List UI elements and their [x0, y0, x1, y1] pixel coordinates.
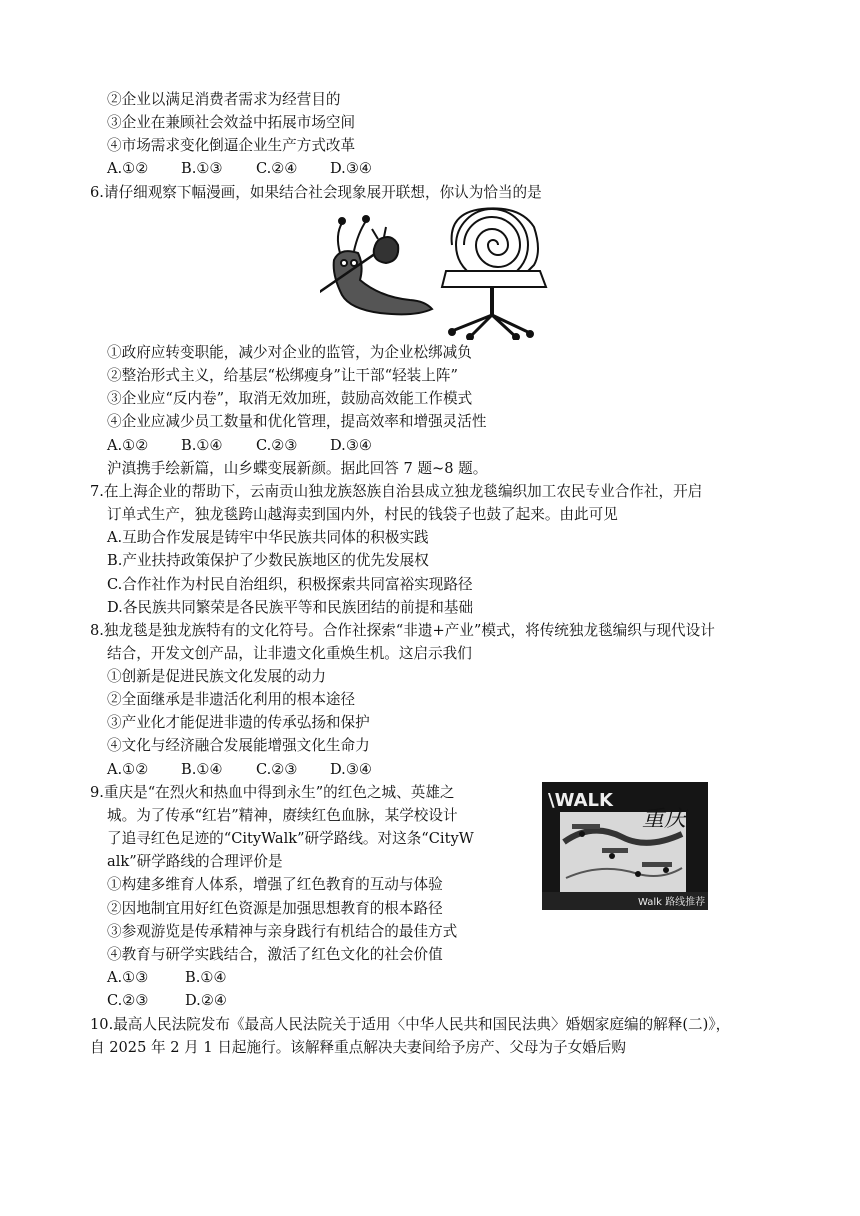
q7-stem-line1: 7.在上海企业的帮助下，云南贡山独龙族怒族自治县成立独龙毯编织加工农民专业合作社，开启	[90, 483, 703, 500]
q7-option-b: B.产业扶持政策保护了少数民族地区的优先发展权	[107, 552, 429, 569]
q8-option-1: ①创新是促进民族文化发展的动力	[107, 668, 326, 685]
choice-b: B.①④	[181, 437, 223, 454]
map-footer: Walk 路线推荐	[638, 897, 706, 908]
q9-option-1: ①构建多维育人体系，增强了红色教育的互动与体验	[107, 876, 443, 893]
q7-option-a: A.互助合作发展是铸牢中华民族共同体的积极实践	[107, 529, 429, 546]
q9-option-2: ②因地制宜用好红色资源是加强思想教育的根本路径	[107, 900, 443, 917]
q8-choices	[107, 760, 372, 780]
q5-option-3: ③企业在兼顾社会效益中拓展市场空间	[107, 114, 356, 131]
q9-option-3: ③参观游览是传承精神与亲身践行有机结合的最佳方式	[107, 923, 458, 940]
choice-a: A.①②	[107, 437, 149, 454]
choice-c: C.②③	[107, 992, 149, 1009]
q6-option-3: ③企业应“反内卷”，取消无效加班，鼓励高效能工作模式	[107, 390, 473, 407]
q8-stem-line1: 8.独龙毯是独龙族特有的文化符号。合作社探索“非遗+产业”模式，将传统独龙毯编织与现代设计	[90, 622, 715, 639]
svg-text:\WALK: \WALK	[548, 790, 613, 811]
q9-choices-row1	[107, 968, 227, 988]
map-title: 重庆	[642, 807, 687, 832]
choice-b: B.①③	[181, 160, 223, 177]
q8-option-2: ②全面继承是非遗活化利用的根本途径	[107, 691, 356, 708]
snail-cartoon	[320, 205, 560, 340]
q6-choices	[107, 436, 372, 456]
q9-choices-row2	[107, 991, 227, 1011]
q7-stem-line2: 订单式生产，独龙毯跨山越海卖到国内外，村民的钱袋子也鼓了起来。由此可见	[107, 506, 618, 523]
q10-stem-line1: 10.最高人民法院发布《最高人民法院关于适用〈中华人民共和国民法典〉婚姻家庭编的解释(二)》，	[90, 1016, 731, 1033]
citywalk-map-image	[542, 782, 708, 910]
choice-a: A.①③	[107, 969, 149, 986]
choice-d: D.③④	[330, 437, 372, 454]
q6-option-1: ①政府应转变职能，减少对企业的监管，为企业松绑减负	[107, 344, 472, 361]
choice-a: A.①②	[107, 160, 149, 177]
q6-option-4: ④企业应减少员工数量和优化管理，提高效率和增强灵活性	[107, 413, 487, 430]
choice-d: D.③④	[330, 761, 372, 778]
q8-option-4: ④文化与经济融合发展能增强文化生命力	[107, 737, 370, 754]
cartoon-drawing	[320, 205, 560, 340]
q9-stem-line2: 城。为了传承“红岩”精神，赓续红色血脉，某学校设计	[107, 807, 458, 824]
choice-b: B.①④	[181, 761, 223, 778]
q7-option-c: C.合作社作为村民自治组织，积极探索共同富裕实现路径	[107, 576, 473, 593]
q7-option-d: D.各民族共同繁荣是各民族平等和民族团结的前提和基础	[107, 599, 474, 616]
choice-c: C.②③	[256, 437, 298, 454]
q8-option-3: ③产业化才能促进非遗的传承弘扬和保护	[107, 714, 370, 731]
q9-stem-line3: 了追寻红色足迹的“CityWalk”研学路线。对这条“CityW	[107, 830, 474, 847]
choice-b: B.①④	[185, 969, 227, 986]
choice-d: D.②④	[185, 992, 227, 1009]
q10-stem-line2: 自 2025 年 2 月 1 日起施行。该解释重点解决夫妻间给予房产、父母为子女婚后购	[90, 1039, 626, 1056]
choice-c: C.②④	[256, 160, 298, 177]
q8-stem-line2: 结合，开发文创产品，让非遗文化重焕生机。这启示我们	[107, 645, 472, 662]
choice-a: A.①②	[107, 761, 149, 778]
choice-d: D.③④	[330, 160, 372, 177]
q9-stem-line1: 9.重庆是“在烈火和热血中得到永生”的红色之城、英雄之	[90, 784, 455, 801]
q9-option-4: ④教育与研学实践结合，激活了红色文化的社会价值	[107, 946, 443, 963]
q5-option-2: ②企业以满足消费者需求为经营目的	[107, 91, 341, 108]
passage-7-8: 沪滇携手绘新篇，山乡蝶变展新颜。据此回答 7 题~8 题。	[107, 460, 488, 477]
q5-choices	[107, 159, 372, 179]
q5-option-4: ④市场需求变化倒逼企业生产方式改革	[107, 137, 356, 154]
q6-stem: 6.请仔细观察下幅漫画，如果结合社会现象展开联想，你认为恰当的是	[90, 184, 542, 201]
q6-option-2: ②整治形式主义，给基层“松绑瘦身”让干部“轻装上阵”	[107, 367, 458, 384]
q9-stem-line4: alk”研学路线的合理评价是	[107, 853, 283, 870]
choice-c: C.②③	[256, 761, 298, 778]
